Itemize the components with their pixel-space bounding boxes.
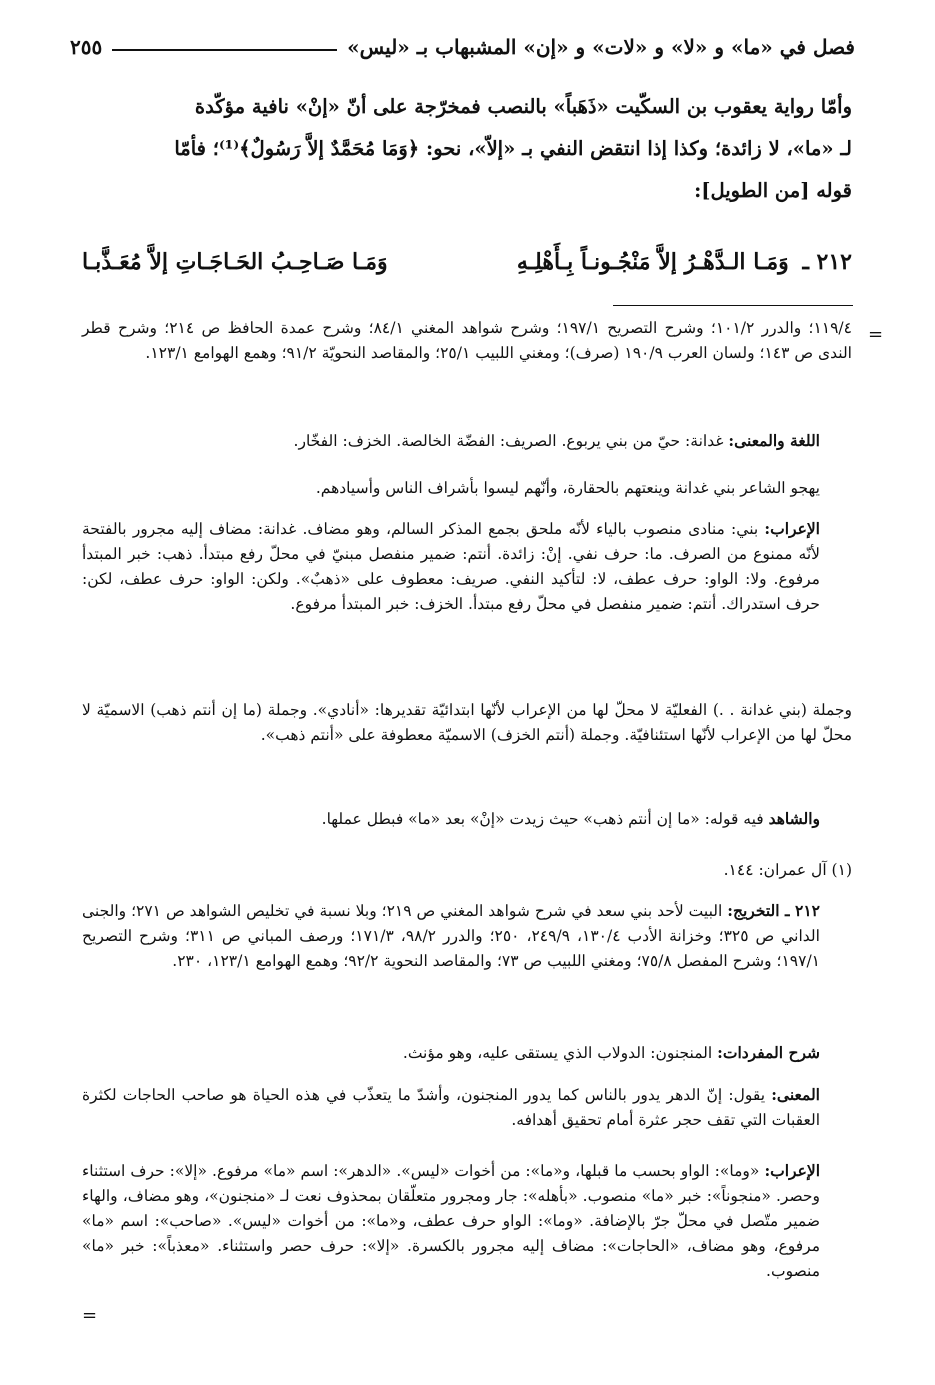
poetry-verse (82, 240, 852, 284)
footnote-lugha (82, 428, 852, 454)
mufradat-text: المنجنون: الدولاب الذي يستقى عليه، وهو مؤنث. (402, 1044, 713, 1062)
main-text (82, 86, 852, 212)
first-hemistich: وَمَـا الـدَّهْـرُ إلاَّ مَنْجُـونـاً بِـأَهْلِـهِ (516, 249, 789, 275)
jumla-text: وجملة (بني غدانة . .) الفعليّة لا محلّ لها من الإعراب لأنّها ابتدائيّة تقديرها: «أنادي». وجملة (ما إن أنتم ذهب) الاسميّة لا محلّ لها من الإعراب لأنّها استئنافيّة. وجملة (أنتم الخزف) الاسميّة معطوفة على «أنتم ذهب». (82, 701, 852, 744)
lugha-label: اللغة والمعنى: (728, 431, 820, 450)
irab1-text: بني: منادى منصوب بالياء لأنّه ملحق بجمع المذكر السالم، وهو مضاف. غدانة: مضاف إليه مجرور بالفتحة لأنّه ممنوع من الصرف. ما: حرف نفي. إنْ: زائدة. أنتم: ضمير منفصل مبنيّ في محلّ رفع مبتدأ. ذهب: خبر المبتدأ مرفوع. ولا: الواو: حرف عطف، لا: لتأكيد النفي. صريف: معطوف على «ذهبٌ». ولكن: الواو: حرف عطف، لكن: حرف استدراك. أنتم: ضمير منفصل في محلّ رفع مبتدأ. الخزف: خبر المبتدأ مرفوع. (82, 520, 820, 613)
footnote-1 (82, 858, 852, 883)
takhrij-text: البيت لأحد بني سعد في شرح شواهد المغني ص ٢١٩؛ وبلا نسبة في تخليص الشواهد ص ٢٧١؛ والجنى الداني ص ٣٢٥؛ وخزانة الأدب ١٣٠/٤، ٢٤٩/٩، ٢٥٠؛ والدرر ٩٨/٢، ١٧١/٣؛ ورصف المباني ص ٣١١؛ وشرح التصريح ١٩٧/١؛ وشرح المفصل ٧٥/٨؛ ومغني اللبيب ص ٧٣؛ والمقاصد النحوية ٩٢/٢؛ وهمع الهوامع ١٢٣/١، ٢٣٠. (82, 902, 820, 970)
chapter-title: فصل في «ما» و «لا» و «لات» و «إن» المشبهاب بـ «ليس» (347, 35, 855, 59)
footnote-separator (613, 305, 853, 306)
header-rule (112, 49, 337, 51)
note1-text: (١) آل عمران: ١٤٤. (723, 861, 852, 879)
continuation-mark: = (868, 324, 884, 345)
footnote-takhrij (82, 898, 852, 974)
refs-text: ١١٩/٤؛ والدرر ١٠١/٢؛ وشرح التصريح ١٩٧/١؛ وشرح شواهد المغني ٨٤/١؛ وشرح عمدة الحافظ ص ٢١٤؛ وشرح قطر الندى ص ١٤٣؛ ولسان العرب ١٩٠/٩ (صرف)؛ ومغني اللبيب ٢٥/١؛ والمقاصد النحويّة ٩١/٢؛ وهمع الهوامع ١٢٣/١. (82, 319, 852, 362)
footnote-shahid (82, 806, 852, 832)
footnote-yahju (82, 476, 852, 501)
irab2-text: «وما»: الواو بحسب ما قبلها، و«ما»: من أخوات «ليس». «الدهر»: اسم «ما» مرفوع. «إلا»: حرف استثناء وحصر. «منجوناً»: خبر «ما» منصوب. «بأهله»: جار ومجرور متعلّقان بمحذوف نعت لـ «منجنون»، وهو مضاف، والهاء ضمير متّصل في محلّ جرّ بالإضافة. «وما»: الواو حرف عطف، و«ما»: من أخوات «ليس». «صاحب»: اسم «ما» مرفوع، وهو مضاف، «الحاجات»: مضاف إليه مجرور بالكسرة. «إلا»: حرف حصر واستثناء. «معذباً»: خبر «ما» منصوب. (82, 1162, 820, 1280)
irab2-label: الإعراب: (764, 1161, 821, 1180)
main-line-3: قوله [من الطويل]: (694, 179, 852, 202)
end-mark: = (82, 1305, 98, 1326)
footnote-mufradat (82, 1040, 852, 1066)
main-line-2: لـ «ما»، لا زائدة؛ وكذا إذا انتقض النفي بـ «إلاّ»، نحو: ﴿وَمَا مُحَمَّدٌ إلاَّ رَسُولٌ﴾⁽¹⁾؛ فأمّا (174, 137, 852, 160)
irab1-label: الإعراب: (764, 519, 820, 538)
yahju-text: يهجو الشاعر بني غدانة وينعتهم بالحقارة، وأنّهم ليسوا بأشراف الناس وأسيادهم. (315, 479, 820, 497)
takhrij-label: ٢١٢ ـ التخريج: (727, 901, 820, 920)
shahid-text: فيه قوله: «ما إن أنتم ذهب» حيث زيدت «إنْ» بعد «ما» فبطل عملها. (321, 810, 764, 828)
maana-label: المعنى: (771, 1085, 820, 1104)
main-line-1: وأمّا رواية يعقوب بن السكّيت «ذَهَباً» بالنصب فمخرّجة على أنّ «إنْ» نافية مؤكّدة (194, 95, 852, 118)
shahid-label: والشاهد (768, 809, 820, 828)
footnote-jumla (82, 698, 852, 748)
footnote-irab-1 (82, 516, 852, 617)
page-header (70, 30, 855, 64)
page-number: ٢٥٥ (70, 35, 103, 59)
mufradat-label: شرح المفردات: (717, 1043, 820, 1062)
lugha-text: غدانة: حيّ من بني يربوع. الصريف: الفضّة الخالصة. الخزف: الفخّار. (293, 432, 724, 450)
verse-first-part (517, 249, 852, 275)
footnote-irab-2 (82, 1158, 852, 1284)
verse-number: ٢١٢ ـ (802, 249, 852, 275)
second-hemistich: وَمَـا صَـاحِـبُ الحَـاجَـاتِ إلاَّ مُعَـذَّبـا (82, 249, 388, 275)
footnote-maana (82, 1082, 852, 1133)
footnote-refs-prev (82, 316, 852, 366)
maana-text: يقول: إنّ الدهر يدور بالناس كما يدور المنجنون، وأشدّ ما يتعذّب في هذه الحياة هو صاحب الحاجات لكثرة العقبات التي تقف حجر عثرة أمام تحقيق أهدافه. (82, 1086, 820, 1129)
